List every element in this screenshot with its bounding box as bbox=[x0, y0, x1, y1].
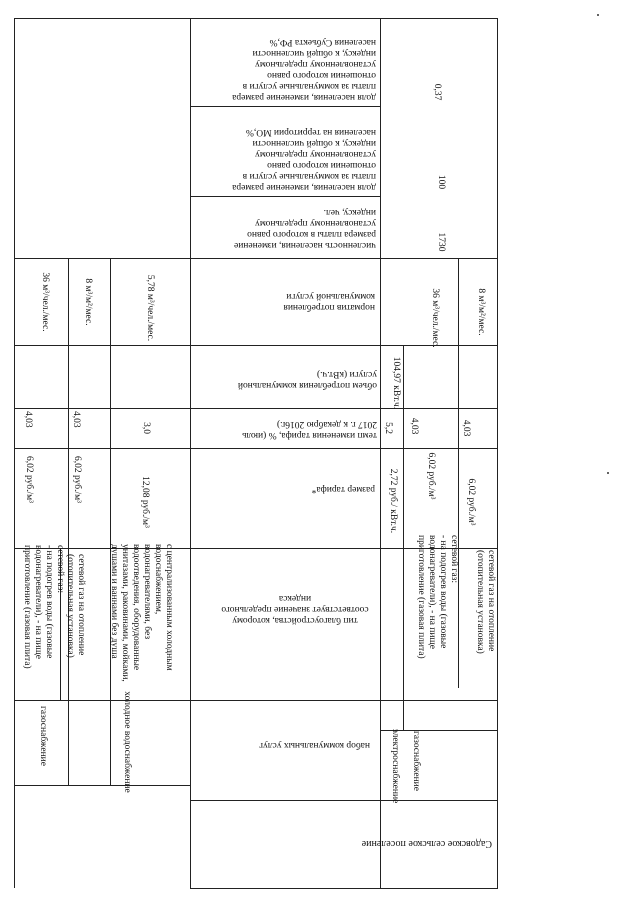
lower-gas-label: газоснабжение bbox=[411, 731, 421, 791]
header-norm: норматив потребления коммунальной услуги bbox=[283, 291, 375, 312]
upper-gas-row2-change: 4,03 bbox=[71, 411, 81, 428]
lower-electricity-label: электроснабжение bbox=[390, 728, 400, 804]
upper-gas-row2-tariff: 6,02 руб./м³ bbox=[72, 456, 82, 503]
lower-share-mo: 100 bbox=[436, 174, 446, 190]
upper-water-type: с централизованным холодным водоснабжением, водонагревателями, без водоотведения, оборудованные унитазами, раковинами, мойками, душами и ваннами без душа bbox=[109, 544, 174, 682]
row-line-volume bbox=[14, 345, 498, 346]
lower-gas-row2-type: сетевой газ на отопление (отопительная установка) bbox=[475, 550, 496, 654]
lower-population: 1730 bbox=[436, 232, 446, 252]
scan-speck bbox=[597, 14, 599, 16]
lower-gas-row2-norm: 8 м³/м²/мес. bbox=[476, 288, 486, 336]
row-line-change bbox=[14, 408, 498, 409]
lower-gas-row1-norm: 36 м³/чел./мес. bbox=[430, 288, 440, 348]
header-services: набор коммунальных услуг bbox=[259, 740, 370, 750]
header-volume: объем потребления коммунальной услуги (кВт.ч.) bbox=[237, 369, 377, 390]
upper-water-change: 3,0 bbox=[141, 422, 151, 434]
lower-elec-split bbox=[403, 345, 404, 730]
lower-gas-row1-tariff: 6,02 руб./м³ bbox=[426, 452, 436, 500]
row-line-norm bbox=[14, 258, 498, 259]
upper-cold-water-label: холодное водоснабжение bbox=[122, 691, 132, 793]
table-border-top bbox=[14, 18, 498, 19]
upper-water-norm: 5,78 м³/чел./мес. bbox=[145, 274, 155, 342]
header-population: численность населения, изменение размера платы в которого равно установленному предельному индексу, чел. bbox=[234, 207, 376, 250]
row-line-services bbox=[14, 700, 498, 701]
lower-electricity-volume: 104,97 кВт.ч. bbox=[391, 356, 401, 410]
share-split-2 bbox=[190, 196, 380, 197]
header-share-mo: доля населения, изменение размера платы за коммунальные услуги в отношении которого равно установленному предельному индексу, к общей численности населения на территории МО,% bbox=[232, 127, 376, 192]
lower-electricity-change: 5,2 bbox=[383, 422, 393, 434]
upper-gas-split bbox=[68, 258, 69, 785]
upper-gas-row2-type: сетевой газ на отопление (отопительная установка) bbox=[65, 554, 86, 658]
scan-speck bbox=[607, 472, 609, 474]
header-type: тип благоустройства, которому соответствует значение предельного индекса bbox=[221, 593, 369, 625]
lower-block-end bbox=[190, 800, 498, 801]
lower-gas-row1-change: 4,03 bbox=[409, 417, 419, 435]
header-tariff: размер тарифа* bbox=[311, 484, 375, 494]
lower-gas-row1-type: сетевой газ: - на подогрев воды (газовые водонагреватели), - на пище приготовление (газовая плита) bbox=[416, 535, 459, 659]
share-split-1 bbox=[190, 106, 380, 107]
settlement-divider bbox=[190, 18, 191, 888]
settlement-name: Садовское сельское поселение bbox=[361, 838, 492, 849]
table-border-right bbox=[497, 18, 498, 888]
header-share-rf: доля населения, изменение размера платы за коммунальные услуги в отношении которого равно установленному предельному индексу, к общей численности населения Субъекта РФ,% bbox=[232, 37, 376, 102]
upper-gas-row1-type: сетевой газ: - на подогрев воды (газовые водонагреватели), - на пище приготовление (газовая плита) bbox=[22, 545, 65, 669]
upper-gas-row1-change: 4,03 bbox=[23, 411, 33, 428]
table-border-left bbox=[14, 18, 15, 888]
upper-gas-row2-norm: 8 м³/м²/мес. bbox=[83, 278, 93, 326]
upper-gas-row1-tariff: 6,02 руб./м³ bbox=[24, 456, 34, 503]
lower-share-rf: 0,37 bbox=[432, 83, 442, 101]
upper-water-tariff: 12,08 руб./м³ bbox=[140, 476, 150, 528]
upper-gas-label: газоснабжение bbox=[38, 706, 48, 766]
lower-electricity-tariff: 2,72 руб./ кВт.ч. bbox=[388, 468, 398, 534]
lower-gas-row2-change: 4,03 bbox=[461, 419, 471, 437]
header-change: темп изменения тарифа, % (июль 2017 г. к декабрю 2016г.) bbox=[242, 419, 377, 440]
table-border-bottom bbox=[190, 888, 498, 889]
lower-gas-row2-tariff: 6,02 руб./м³ bbox=[466, 478, 476, 526]
upper-gas-row1-norm: 36 м³/чел./мес. bbox=[40, 272, 50, 332]
